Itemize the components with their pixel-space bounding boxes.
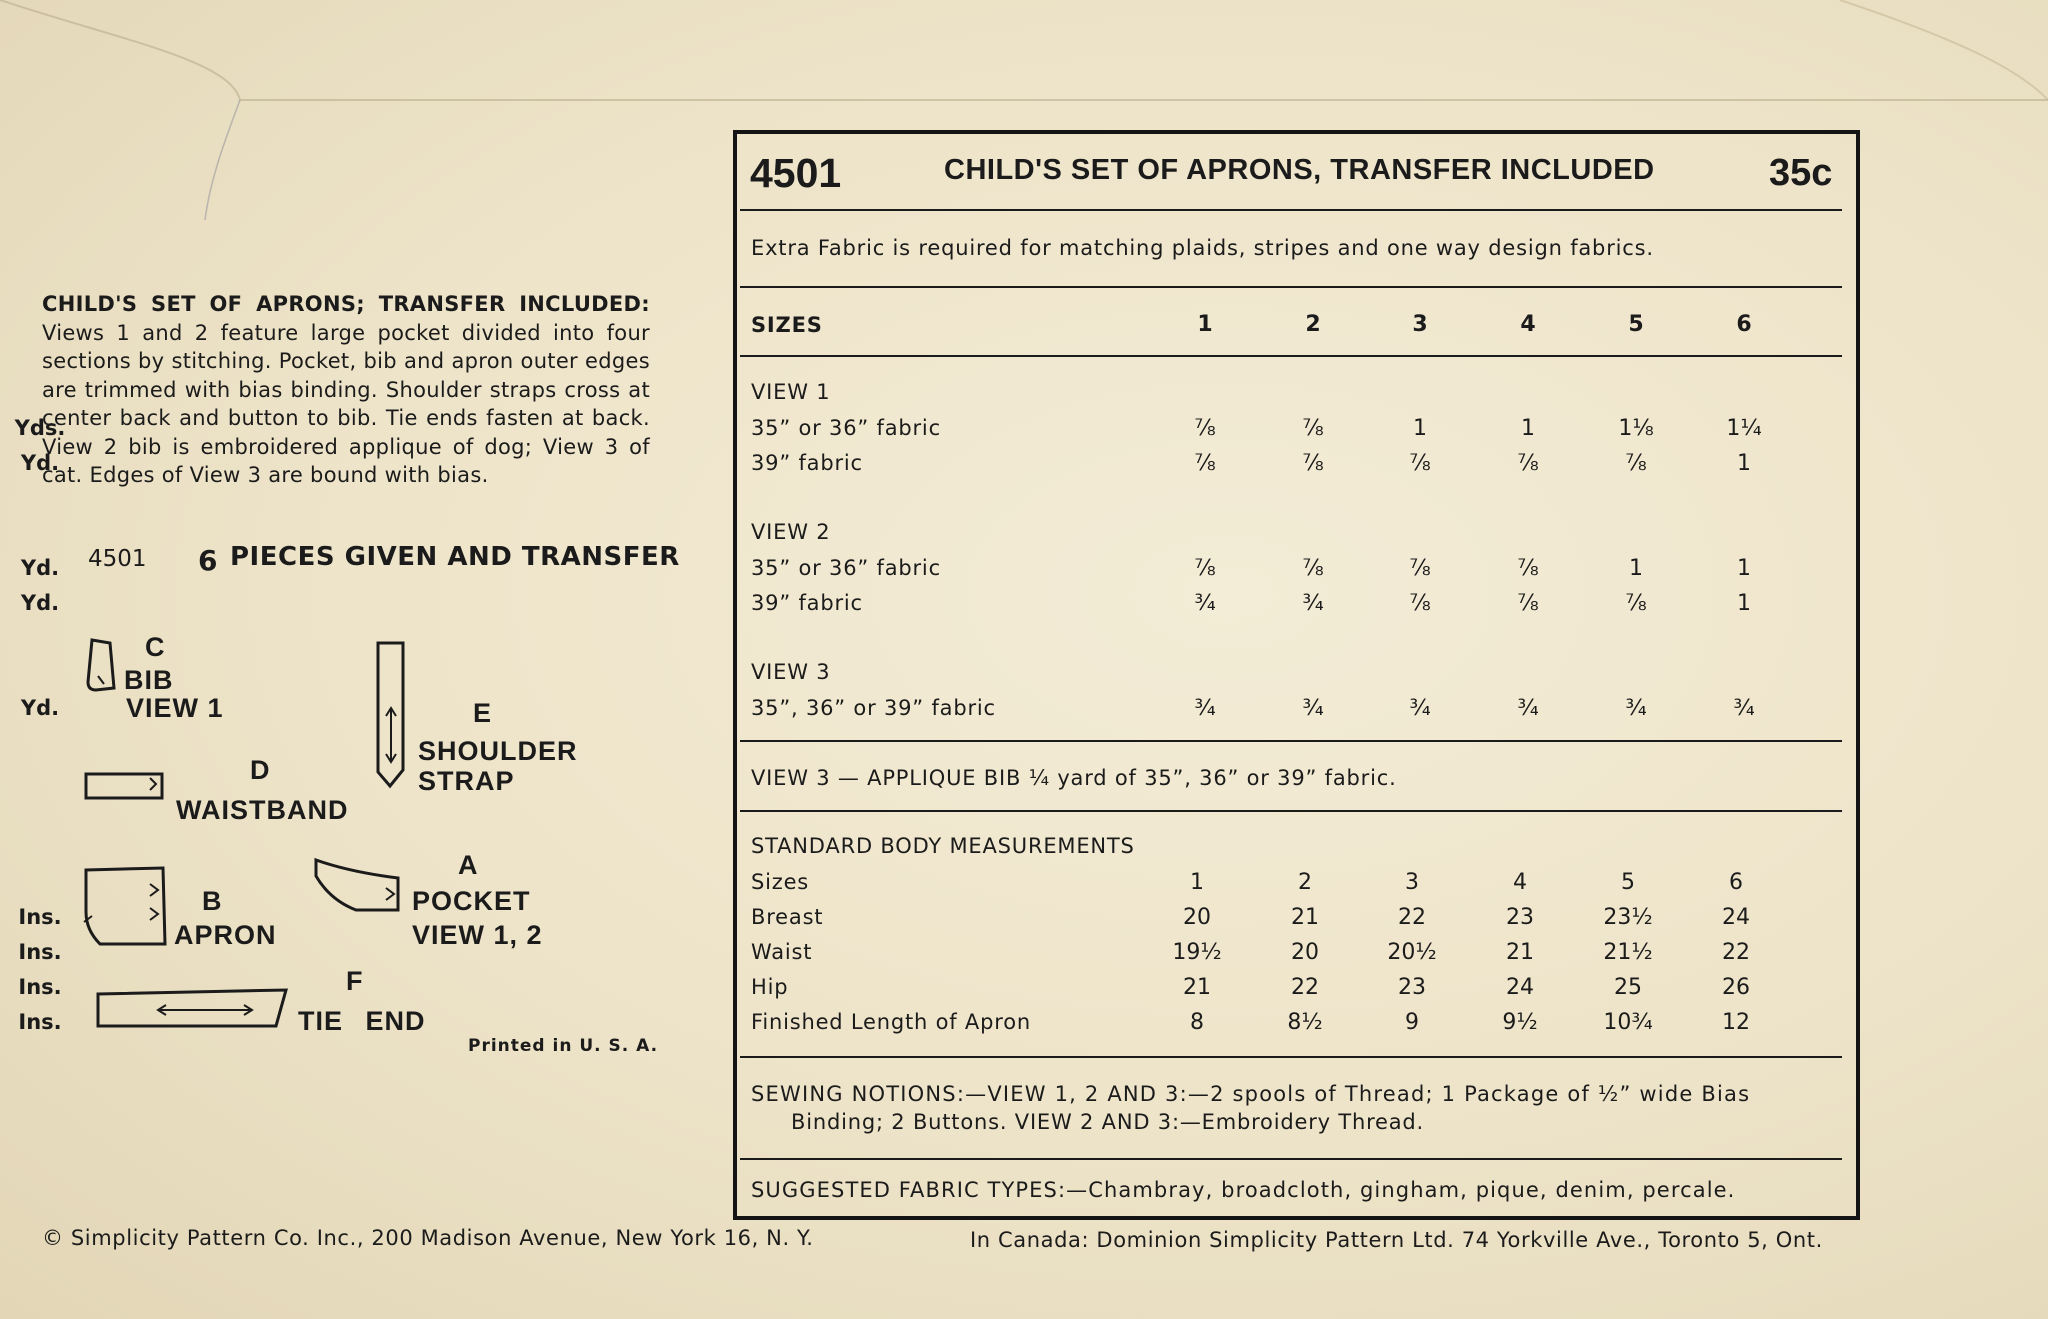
piece-a-letter: A <box>458 850 479 880</box>
measurement-cell: 4 <box>1513 870 1527 895</box>
yardage-cell: ¾ <box>1733 696 1755 721</box>
piece-a-view: VIEW 1, 2 <box>412 920 543 950</box>
yardage-cell: ¾ <box>1302 696 1324 721</box>
measurement-cell: 21 <box>1506 940 1534 965</box>
piece-a-label: POCKET <box>412 886 531 916</box>
measurement-cell: 8 <box>1190 1010 1204 1035</box>
sewing-notions-line2: Binding; 2 Buttons. VIEW 2 AND 3:—Embroidery Thread. <box>791 1110 1425 1134</box>
rule <box>740 209 1842 211</box>
measurement-cell: 25 <box>1614 975 1642 1000</box>
measurement-cell: 20 <box>1291 940 1319 965</box>
measurement-unit: Ins. <box>18 905 62 929</box>
piece-e-letter: E <box>473 698 493 728</box>
yardage-cell: ⅞ <box>1409 556 1431 581</box>
measurement-unit: Ins. <box>18 940 62 964</box>
measurement-cell: 3 <box>1405 870 1419 895</box>
yardage-cell: ¾ <box>1625 696 1647 721</box>
yardage-cell: 1⅛ <box>1618 416 1654 441</box>
piece-e-label2: STRAP <box>418 766 515 796</box>
measurement-cell: 20 <box>1183 905 1211 930</box>
size-header-cell: 1 <box>1197 312 1213 337</box>
view-label: VIEW 2 <box>751 520 831 544</box>
size-header-cell: 3 <box>1412 312 1428 337</box>
measurement-cell: 22 <box>1398 905 1426 930</box>
size-header-cell: 2 <box>1305 312 1321 337</box>
yardage-cell: 1 <box>1737 451 1751 476</box>
pieces-pattern-number: 4501 <box>88 546 147 572</box>
size-header-cell: 5 <box>1628 312 1644 337</box>
size-header-cell: 4 <box>1520 312 1536 337</box>
piece-f-letter: F <box>346 966 364 996</box>
measurement-cell: 1 <box>1190 870 1204 895</box>
apron-piece-shape <box>86 868 165 944</box>
pattern-piece-diagrams <box>0 0 700 1100</box>
view-label: VIEW 3 <box>751 660 831 684</box>
piece-b-letter: B <box>202 886 223 916</box>
measurement-cell: 5 <box>1621 870 1635 895</box>
measurement-cell: 22 <box>1291 975 1319 1000</box>
rule <box>740 1158 1842 1160</box>
description-text: Views 1 and 2 feature large pocket divided into four sections by stitching. Pocket, bib and apron outer edges are trimmed with bias binding. Shoulder straps cross at center back and button to bib. Tie ends fasten at back. View 2 bib is embroidered applique of dog; View 3 of cat. Edges of View 3 are bound with bias. <box>42 320 650 487</box>
measurement-cell: 9½ <box>1502 1010 1538 1035</box>
rule <box>740 810 1842 812</box>
yardage-unit: Yd. <box>20 591 60 615</box>
piece-b-label: APRON <box>174 920 277 950</box>
pocket-piece-shape <box>316 860 398 910</box>
rule <box>740 286 1842 288</box>
fabric-width-label: 35”, 36” or 39” fabric <box>751 696 996 720</box>
yardage-cell: ⅞ <box>1517 591 1539 616</box>
view-label: VIEW 1 <box>751 380 831 404</box>
panel-title: CHILD'S SET OF APRONS, TRANSFER INCLUDED <box>944 154 1655 186</box>
yardage-cell: ⅞ <box>1194 416 1216 441</box>
yardage-unit: Yds. <box>14 416 66 440</box>
measurement-unit: Ins. <box>18 1010 62 1034</box>
rule <box>740 1056 1842 1058</box>
yardage-cell: 1 <box>1737 556 1751 581</box>
pieces-heading: PIECES GIVEN AND TRANSFER <box>230 542 680 572</box>
measurement-cell: 23 <box>1398 975 1426 1000</box>
pieces-count: 6 <box>198 544 218 577</box>
yardage-cell: ¾ <box>1302 591 1324 616</box>
measurement-cell: 12 <box>1722 1010 1750 1035</box>
canada-line: In Canada: Dominion Simplicity Pattern Ltd. 74 Yorkville Ave., Toronto 5, Ont. <box>970 1228 1823 1252</box>
panel-pattern-number: 4501 <box>750 150 842 196</box>
yardage-unit: Yd. <box>20 451 60 475</box>
yardage-cell: ⅞ <box>1194 451 1216 476</box>
fabric-width-label: 35” or 36” fabric <box>751 416 941 440</box>
yardage-cell: ⅞ <box>1302 556 1324 581</box>
size-header-cell: 6 <box>1736 312 1752 337</box>
piece-d-label: WAISTBAND <box>176 795 349 825</box>
yardage-unit: Yd. <box>20 696 60 720</box>
yardage-cell: ⅞ <box>1409 451 1431 476</box>
measurement-cell: 8½ <box>1287 1010 1323 1035</box>
rule <box>740 355 1842 357</box>
measurement-cell: 24 <box>1506 975 1534 1000</box>
bib-piece-shape <box>88 640 114 690</box>
panel-price: 35c <box>1769 152 1833 194</box>
tie-end-piece-shape <box>98 990 286 1026</box>
measurement-label: Waist <box>751 940 813 964</box>
yardage-cell: 1 <box>1629 556 1643 581</box>
measurement-cell: 21 <box>1183 975 1211 1000</box>
fabric-width-label: 39” fabric <box>751 451 863 475</box>
yardage-cell: 1 <box>1521 416 1535 441</box>
suggested-fabrics: SUGGESTED FABRIC TYPES:—Chambray, broadcloth, gingham, pique, denim, percale. <box>751 1178 1736 1202</box>
piece-f-label: TIE END <box>298 1006 426 1036</box>
sizes-label: SIZES <box>751 313 823 337</box>
measurement-label: Sizes <box>751 870 810 894</box>
yardage-cell: ⅞ <box>1517 556 1539 581</box>
measurement-label: Hip <box>751 975 789 999</box>
yardage-cell: ⅞ <box>1409 591 1431 616</box>
yardage-cell: 1¼ <box>1726 416 1762 441</box>
measurement-cell: 2 <box>1298 870 1312 895</box>
yardage-cell: ⅞ <box>1625 591 1647 616</box>
piece-c-letter: C <box>145 632 166 662</box>
yardage-unit: Yd. <box>20 556 60 580</box>
yardage-cell: ⅞ <box>1302 416 1324 441</box>
yardage-cell: ⅞ <box>1517 451 1539 476</box>
extra-fabric-note: Extra Fabric is required for matching plaids, stripes and one way design fabrics. <box>751 236 1654 260</box>
measurement-cell: 9 <box>1405 1010 1419 1035</box>
yardage-cell: 1 <box>1737 591 1751 616</box>
measurement-cell: 19½ <box>1172 940 1222 965</box>
yardage-cell: ⅞ <box>1625 451 1647 476</box>
piece-c-label: BIB <box>124 665 174 695</box>
applique-note: VIEW 3 — APPLIQUE BIB ¼ yard of 35”, 36” or 39” fabric. <box>751 766 1397 790</box>
measurement-cell: 23½ <box>1603 905 1653 930</box>
measurement-cell: 26 <box>1722 975 1750 1000</box>
measurement-cell: 23 <box>1506 905 1534 930</box>
measurement-cell: 20½ <box>1387 940 1437 965</box>
measurement-cell: 21½ <box>1603 940 1653 965</box>
fabric-width-label: 35” or 36” fabric <box>751 556 941 580</box>
fabric-width-label: 39” fabric <box>751 591 863 615</box>
description-heading: CHILD'S SET OF APRONS; TRANSFER INCLUDED: <box>42 292 650 316</box>
measurement-label: Breast <box>751 905 824 929</box>
yardage-cell: 1 <box>1413 416 1427 441</box>
measurement-cell: 21 <box>1291 905 1319 930</box>
yardage-cell: ¾ <box>1409 696 1431 721</box>
measurement-unit: Ins. <box>18 975 62 999</box>
piece-c-view: VIEW 1 <box>126 693 224 723</box>
measurement-cell: 6 <box>1729 870 1743 895</box>
measurement-cell: 22 <box>1722 940 1750 965</box>
yardage-cell: ¾ <box>1194 591 1216 616</box>
rule <box>740 740 1842 742</box>
piece-d-letter: D <box>250 755 271 785</box>
yardage-cell: ¾ <box>1517 696 1539 721</box>
yardage-cell: ¾ <box>1194 696 1216 721</box>
yardage-cell: ⅞ <box>1194 556 1216 581</box>
printed-in-usa: Printed in U. S. A. <box>468 1036 659 1056</box>
copyright-line: © Simplicity Pattern Co. Inc., 200 Madison Avenue, New York 16, N. Y. <box>42 1226 814 1250</box>
measurement-label: Finished Length of Apron <box>751 1010 1031 1034</box>
piece-e-label: SHOULDER <box>418 736 578 766</box>
measurement-cell: 10¾ <box>1603 1010 1653 1035</box>
measurement-cell: 24 <box>1722 905 1750 930</box>
measurements-heading: STANDARD BODY MEASUREMENTS <box>751 834 1135 858</box>
yardage-cell: ⅞ <box>1302 451 1324 476</box>
sewing-notions-line1: SEWING NOTIONS:—VIEW 1, 2 AND 3:—2 spools of Thread; 1 Package of ½” wide Bias <box>751 1082 1751 1106</box>
